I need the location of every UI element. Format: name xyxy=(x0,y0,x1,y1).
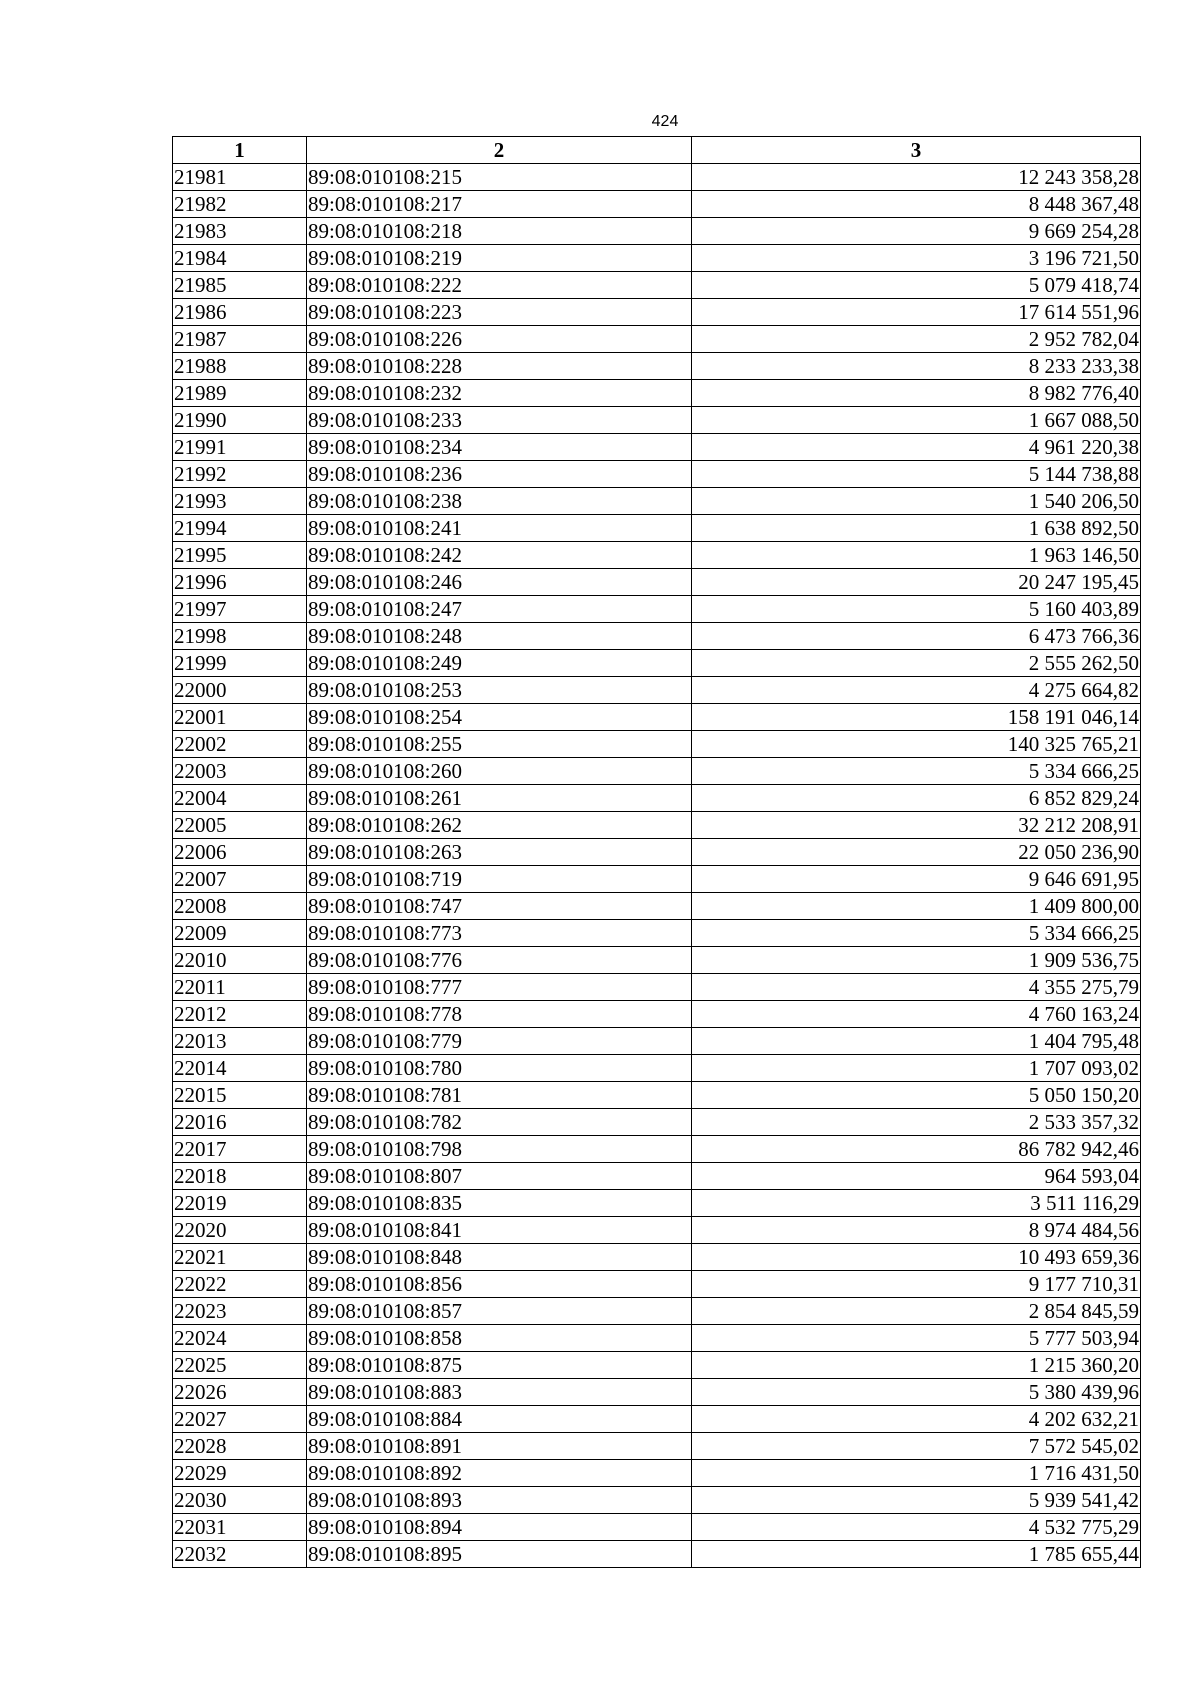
cadastral-value-cell: 7 572 545,02 xyxy=(692,1433,1141,1460)
cadastral-number-cell: 89:08:010108:782 xyxy=(307,1109,692,1136)
cadastral-value-cell: 1 667 088,50 xyxy=(692,407,1141,434)
row-number-cell: 22011 xyxy=(173,974,307,1001)
cadastral-value-cell: 2 854 845,59 xyxy=(692,1298,1141,1325)
row-number-cell: 21992 xyxy=(173,461,307,488)
row-number-cell: 22030 xyxy=(173,1487,307,1514)
row-number-cell: 22012 xyxy=(173,1001,307,1028)
cadastral-value-cell: 32 212 208,91 xyxy=(692,812,1141,839)
row-number-cell: 21993 xyxy=(173,488,307,515)
cadastral-number-cell: 89:08:010108:262 xyxy=(307,812,692,839)
cadastral-value-cell: 20 247 195,45 xyxy=(692,569,1141,596)
cadastral-value-cell: 1 215 360,20 xyxy=(692,1352,1141,1379)
table-row xyxy=(173,1487,1141,1514)
table-row xyxy=(173,407,1141,434)
row-number-cell: 22006 xyxy=(173,839,307,866)
page-number: 424 xyxy=(651,113,679,130)
table-row xyxy=(173,461,1141,488)
cadastral-number-cell: 89:08:010108:777 xyxy=(307,974,692,1001)
table-row xyxy=(173,569,1141,596)
row-number-cell: 22023 xyxy=(173,1298,307,1325)
table-row xyxy=(173,731,1141,758)
table-row xyxy=(173,488,1141,515)
column-header-3: 3 xyxy=(692,137,1141,164)
table-row xyxy=(173,164,1141,191)
cadastral-number-cell: 89:08:010108:247 xyxy=(307,596,692,623)
table-row xyxy=(173,1109,1141,1136)
cadastral-value-cell: 964 593,04 xyxy=(692,1163,1141,1190)
cadastral-number-cell: 89:08:010108:254 xyxy=(307,704,692,731)
row-number-cell: 21991 xyxy=(173,434,307,461)
cadastral-value-cell: 5 334 666,25 xyxy=(692,758,1141,785)
cadastral-number-cell: 89:08:010108:875 xyxy=(307,1352,692,1379)
cadastral-number-cell: 89:08:010108:228 xyxy=(307,353,692,380)
cadastral-value-cell: 6 473 766,36 xyxy=(692,623,1141,650)
cadastral-value-cell: 1 540 206,50 xyxy=(692,488,1141,515)
table-row xyxy=(173,1244,1141,1271)
table-row xyxy=(173,866,1141,893)
cadastral-number-cell: 89:08:010108:263 xyxy=(307,839,692,866)
cadastral-value-cell: 5 079 418,74 xyxy=(692,272,1141,299)
row-number-cell: 22027 xyxy=(173,1406,307,1433)
cadastral-value-cell: 4 355 275,79 xyxy=(692,974,1141,1001)
row-number-cell: 22008 xyxy=(173,893,307,920)
row-number-cell: 22000 xyxy=(173,677,307,704)
table-row xyxy=(173,1055,1141,1082)
row-number-cell: 22017 xyxy=(173,1136,307,1163)
table-row xyxy=(173,542,1141,569)
cadastral-value-cell: 22 050 236,90 xyxy=(692,839,1141,866)
cadastral-number-cell: 89:08:010108:779 xyxy=(307,1028,692,1055)
cadastral-value-cell: 5 334 666,25 xyxy=(692,920,1141,947)
row-number-cell: 22016 xyxy=(173,1109,307,1136)
cadastral-value-table xyxy=(172,136,1141,1568)
cadastral-number-cell: 89:08:010108:891 xyxy=(307,1433,692,1460)
row-number-cell: 21995 xyxy=(173,542,307,569)
row-number-cell: 21981 xyxy=(173,164,307,191)
table-body xyxy=(173,164,1141,1568)
table-row xyxy=(173,893,1141,920)
cadastral-number-cell: 89:08:010108:223 xyxy=(307,299,692,326)
cadastral-number-cell: 89:08:010108:234 xyxy=(307,434,692,461)
column-header-2: 2 xyxy=(307,137,692,164)
cadastral-value-cell: 5 777 503,94 xyxy=(692,1325,1141,1352)
header-row xyxy=(173,137,1141,164)
cadastral-number-cell: 89:08:010108:781 xyxy=(307,1082,692,1109)
table-row xyxy=(173,1298,1141,1325)
table-row xyxy=(173,920,1141,947)
row-number-cell: 21990 xyxy=(173,407,307,434)
cadastral-number-cell: 89:08:010108:215 xyxy=(307,164,692,191)
cadastral-number-cell: 89:08:010108:892 xyxy=(307,1460,692,1487)
table-row xyxy=(173,1028,1141,1055)
table-row xyxy=(173,245,1141,272)
table-row xyxy=(173,1406,1141,1433)
cadastral-number-cell: 89:08:010108:841 xyxy=(307,1217,692,1244)
row-number-cell: 22028 xyxy=(173,1433,307,1460)
row-number-cell: 21984 xyxy=(173,245,307,272)
table-row xyxy=(173,434,1141,461)
table-row xyxy=(173,299,1141,326)
cadastral-value-cell: 9 177 710,31 xyxy=(692,1271,1141,1298)
table-row xyxy=(173,515,1141,542)
row-number-cell: 21994 xyxy=(173,515,307,542)
row-number-cell: 21999 xyxy=(173,650,307,677)
row-number-cell: 21986 xyxy=(173,299,307,326)
cadastral-value-cell: 9 646 691,95 xyxy=(692,866,1141,893)
cadastral-number-cell: 89:08:010108:236 xyxy=(307,461,692,488)
table-row xyxy=(173,1514,1141,1541)
table-row xyxy=(173,650,1141,677)
row-number-cell: 22009 xyxy=(173,920,307,947)
cadastral-value-cell: 1 963 146,50 xyxy=(692,542,1141,569)
row-number-cell: 22024 xyxy=(173,1325,307,1352)
cadastral-value-cell: 17 614 551,96 xyxy=(692,299,1141,326)
cadastral-number-cell: 89:08:010108:895 xyxy=(307,1541,692,1568)
cadastral-number-cell: 89:08:010108:776 xyxy=(307,947,692,974)
cadastral-number-cell: 89:08:010108:884 xyxy=(307,1406,692,1433)
cadastral-value-cell: 4 275 664,82 xyxy=(692,677,1141,704)
table-row xyxy=(173,1379,1141,1406)
cadastral-number-cell: 89:08:010108:218 xyxy=(307,218,692,245)
cadastral-value-cell: 12 243 358,28 xyxy=(692,164,1141,191)
cadastral-number-cell: 89:08:010108:894 xyxy=(307,1514,692,1541)
table-row xyxy=(173,1136,1141,1163)
table-row xyxy=(173,1001,1141,1028)
row-number-cell: 22021 xyxy=(173,1244,307,1271)
table-row xyxy=(173,785,1141,812)
cadastral-value-cell: 1 716 431,50 xyxy=(692,1460,1141,1487)
cadastral-value-cell: 3 196 721,50 xyxy=(692,245,1141,272)
cadastral-number-cell: 89:08:010108:248 xyxy=(307,623,692,650)
cadastral-value-cell: 2 555 262,50 xyxy=(692,650,1141,677)
cadastral-value-cell: 5 939 541,42 xyxy=(692,1487,1141,1514)
cadastral-number-cell: 89:08:010108:719 xyxy=(307,866,692,893)
cadastral-number-cell: 89:08:010108:260 xyxy=(307,758,692,785)
cadastral-number-cell: 89:08:010108:773 xyxy=(307,920,692,947)
row-number-cell: 22018 xyxy=(173,1163,307,1190)
row-number-cell: 22013 xyxy=(173,1028,307,1055)
row-number-cell: 22022 xyxy=(173,1271,307,1298)
cadastral-number-cell: 89:08:010108:856 xyxy=(307,1271,692,1298)
table-row xyxy=(173,812,1141,839)
row-number-cell: 21989 xyxy=(173,380,307,407)
table-row xyxy=(173,947,1141,974)
cadastral-number-cell: 89:08:010108:226 xyxy=(307,326,692,353)
cadastral-number-cell: 89:08:010108:217 xyxy=(307,191,692,218)
cadastral-number-cell: 89:08:010108:893 xyxy=(307,1487,692,1514)
cadastral-value-cell: 4 202 632,21 xyxy=(692,1406,1141,1433)
table-row xyxy=(173,704,1141,731)
row-number-cell: 22019 xyxy=(173,1190,307,1217)
row-number-cell: 22007 xyxy=(173,866,307,893)
row-number-cell: 21987 xyxy=(173,326,307,353)
table-row xyxy=(173,1190,1141,1217)
cadastral-value-cell: 2 952 782,04 xyxy=(692,326,1141,353)
row-number-cell: 22003 xyxy=(173,758,307,785)
cadastral-value-cell: 1 785 655,44 xyxy=(692,1541,1141,1568)
cadastral-value-cell: 8 974 484,56 xyxy=(692,1217,1141,1244)
cadastral-number-cell: 89:08:010108:241 xyxy=(307,515,692,542)
cadastral-number-cell: 89:08:010108:219 xyxy=(307,245,692,272)
row-number-cell: 22002 xyxy=(173,731,307,758)
cadastral-number-cell: 89:08:010108:835 xyxy=(307,1190,692,1217)
table-row xyxy=(173,1325,1141,1352)
table-row xyxy=(173,1433,1141,1460)
cadastral-value-cell: 8 233 233,38 xyxy=(692,353,1141,380)
table-row xyxy=(173,1271,1141,1298)
cadastral-number-cell: 89:08:010108:232 xyxy=(307,380,692,407)
cadastral-number-cell: 89:08:010108:778 xyxy=(307,1001,692,1028)
row-number-cell: 22014 xyxy=(173,1055,307,1082)
row-number-cell: 21997 xyxy=(173,596,307,623)
cadastral-value-cell: 3 511 116,29 xyxy=(692,1190,1141,1217)
cadastral-value-cell: 5 144 738,88 xyxy=(692,461,1141,488)
table-row xyxy=(173,353,1141,380)
row-number-cell: 22031 xyxy=(173,1514,307,1541)
cadastral-value-cell: 140 325 765,21 xyxy=(692,731,1141,758)
cadastral-value-cell: 8 982 776,40 xyxy=(692,380,1141,407)
cadastral-number-cell: 89:08:010108:857 xyxy=(307,1298,692,1325)
row-number-cell: 22010 xyxy=(173,947,307,974)
row-number-cell: 22025 xyxy=(173,1352,307,1379)
table-row xyxy=(173,1460,1141,1487)
cadastral-value-cell: 1 638 892,50 xyxy=(692,515,1141,542)
table-row xyxy=(173,272,1141,299)
row-number-cell: 22029 xyxy=(173,1460,307,1487)
cadastral-number-cell: 89:08:010108:848 xyxy=(307,1244,692,1271)
cadastral-value-cell: 4 961 220,38 xyxy=(692,434,1141,461)
row-number-cell: 22032 xyxy=(173,1541,307,1568)
table-row xyxy=(173,758,1141,785)
table-row xyxy=(173,1541,1141,1568)
cadastral-number-cell: 89:08:010108:883 xyxy=(307,1379,692,1406)
cadastral-number-cell: 89:08:010108:242 xyxy=(307,542,692,569)
cadastral-value-cell: 1 404 795,48 xyxy=(692,1028,1141,1055)
cadastral-value-cell: 9 669 254,28 xyxy=(692,218,1141,245)
cadastral-number-cell: 89:08:010108:807 xyxy=(307,1163,692,1190)
cadastral-number-cell: 89:08:010108:261 xyxy=(307,785,692,812)
row-number-cell: 21998 xyxy=(173,623,307,650)
table-row xyxy=(173,974,1141,1001)
column-header-1: 1 xyxy=(173,137,307,164)
cadastral-number-cell: 89:08:010108:798 xyxy=(307,1136,692,1163)
cadastral-number-cell: 89:08:010108:249 xyxy=(307,650,692,677)
cadastral-number-cell: 89:08:010108:747 xyxy=(307,893,692,920)
table-row xyxy=(173,1082,1141,1109)
cadastral-value-cell: 10 493 659,36 xyxy=(692,1244,1141,1271)
table-row xyxy=(173,1217,1141,1244)
cadastral-value-cell: 4 760 163,24 xyxy=(692,1001,1141,1028)
cadastral-number-cell: 89:08:010108:858 xyxy=(307,1325,692,1352)
cadastral-value-cell: 1 409 800,00 xyxy=(692,893,1141,920)
table-row xyxy=(173,1352,1141,1379)
cadastral-value-cell: 86 782 942,46 xyxy=(692,1136,1141,1163)
cadastral-value-cell: 2 533 357,32 xyxy=(692,1109,1141,1136)
row-number-cell: 22001 xyxy=(173,704,307,731)
cadastral-value-cell: 1 707 093,02 xyxy=(692,1055,1141,1082)
table-row xyxy=(173,1163,1141,1190)
row-number-cell: 22005 xyxy=(173,812,307,839)
row-number-cell: 22015 xyxy=(173,1082,307,1109)
cadastral-value-cell: 4 532 775,29 xyxy=(692,1514,1141,1541)
cadastral-number-cell: 89:08:010108:255 xyxy=(307,731,692,758)
table-header xyxy=(173,137,1141,164)
cadastral-value-cell: 1 909 536,75 xyxy=(692,947,1141,974)
cadastral-value-cell: 8 448 367,48 xyxy=(692,191,1141,218)
cadastral-number-cell: 89:08:010108:780 xyxy=(307,1055,692,1082)
cadastral-number-cell: 89:08:010108:233 xyxy=(307,407,692,434)
cadastral-value-cell: 5 380 439,96 xyxy=(692,1379,1141,1406)
row-number-cell: 22004 xyxy=(173,785,307,812)
row-number-cell: 21988 xyxy=(173,353,307,380)
table-row xyxy=(173,326,1141,353)
cadastral-number-cell: 89:08:010108:222 xyxy=(307,272,692,299)
row-number-cell: 21983 xyxy=(173,218,307,245)
table-row xyxy=(173,623,1141,650)
cadastral-number-cell: 89:08:010108:238 xyxy=(307,488,692,515)
row-number-cell: 21982 xyxy=(173,191,307,218)
cadastral-number-cell: 89:08:010108:246 xyxy=(307,569,692,596)
table-row xyxy=(173,380,1141,407)
table-row xyxy=(173,218,1141,245)
table-row xyxy=(173,191,1141,218)
cadastral-value-cell: 5 160 403,89 xyxy=(692,596,1141,623)
cadastral-value-cell: 5 050 150,20 xyxy=(692,1082,1141,1109)
cadastral-number-cell: 89:08:010108:253 xyxy=(307,677,692,704)
table-row xyxy=(173,677,1141,704)
row-number-cell: 21985 xyxy=(173,272,307,299)
table-row xyxy=(173,596,1141,623)
row-number-cell: 21996 xyxy=(173,569,307,596)
table-row xyxy=(173,839,1141,866)
cadastral-value-cell: 158 191 046,14 xyxy=(692,704,1141,731)
row-number-cell: 22026 xyxy=(173,1379,307,1406)
row-number-cell: 22020 xyxy=(173,1217,307,1244)
cadastral-value-cell: 6 852 829,24 xyxy=(692,785,1141,812)
